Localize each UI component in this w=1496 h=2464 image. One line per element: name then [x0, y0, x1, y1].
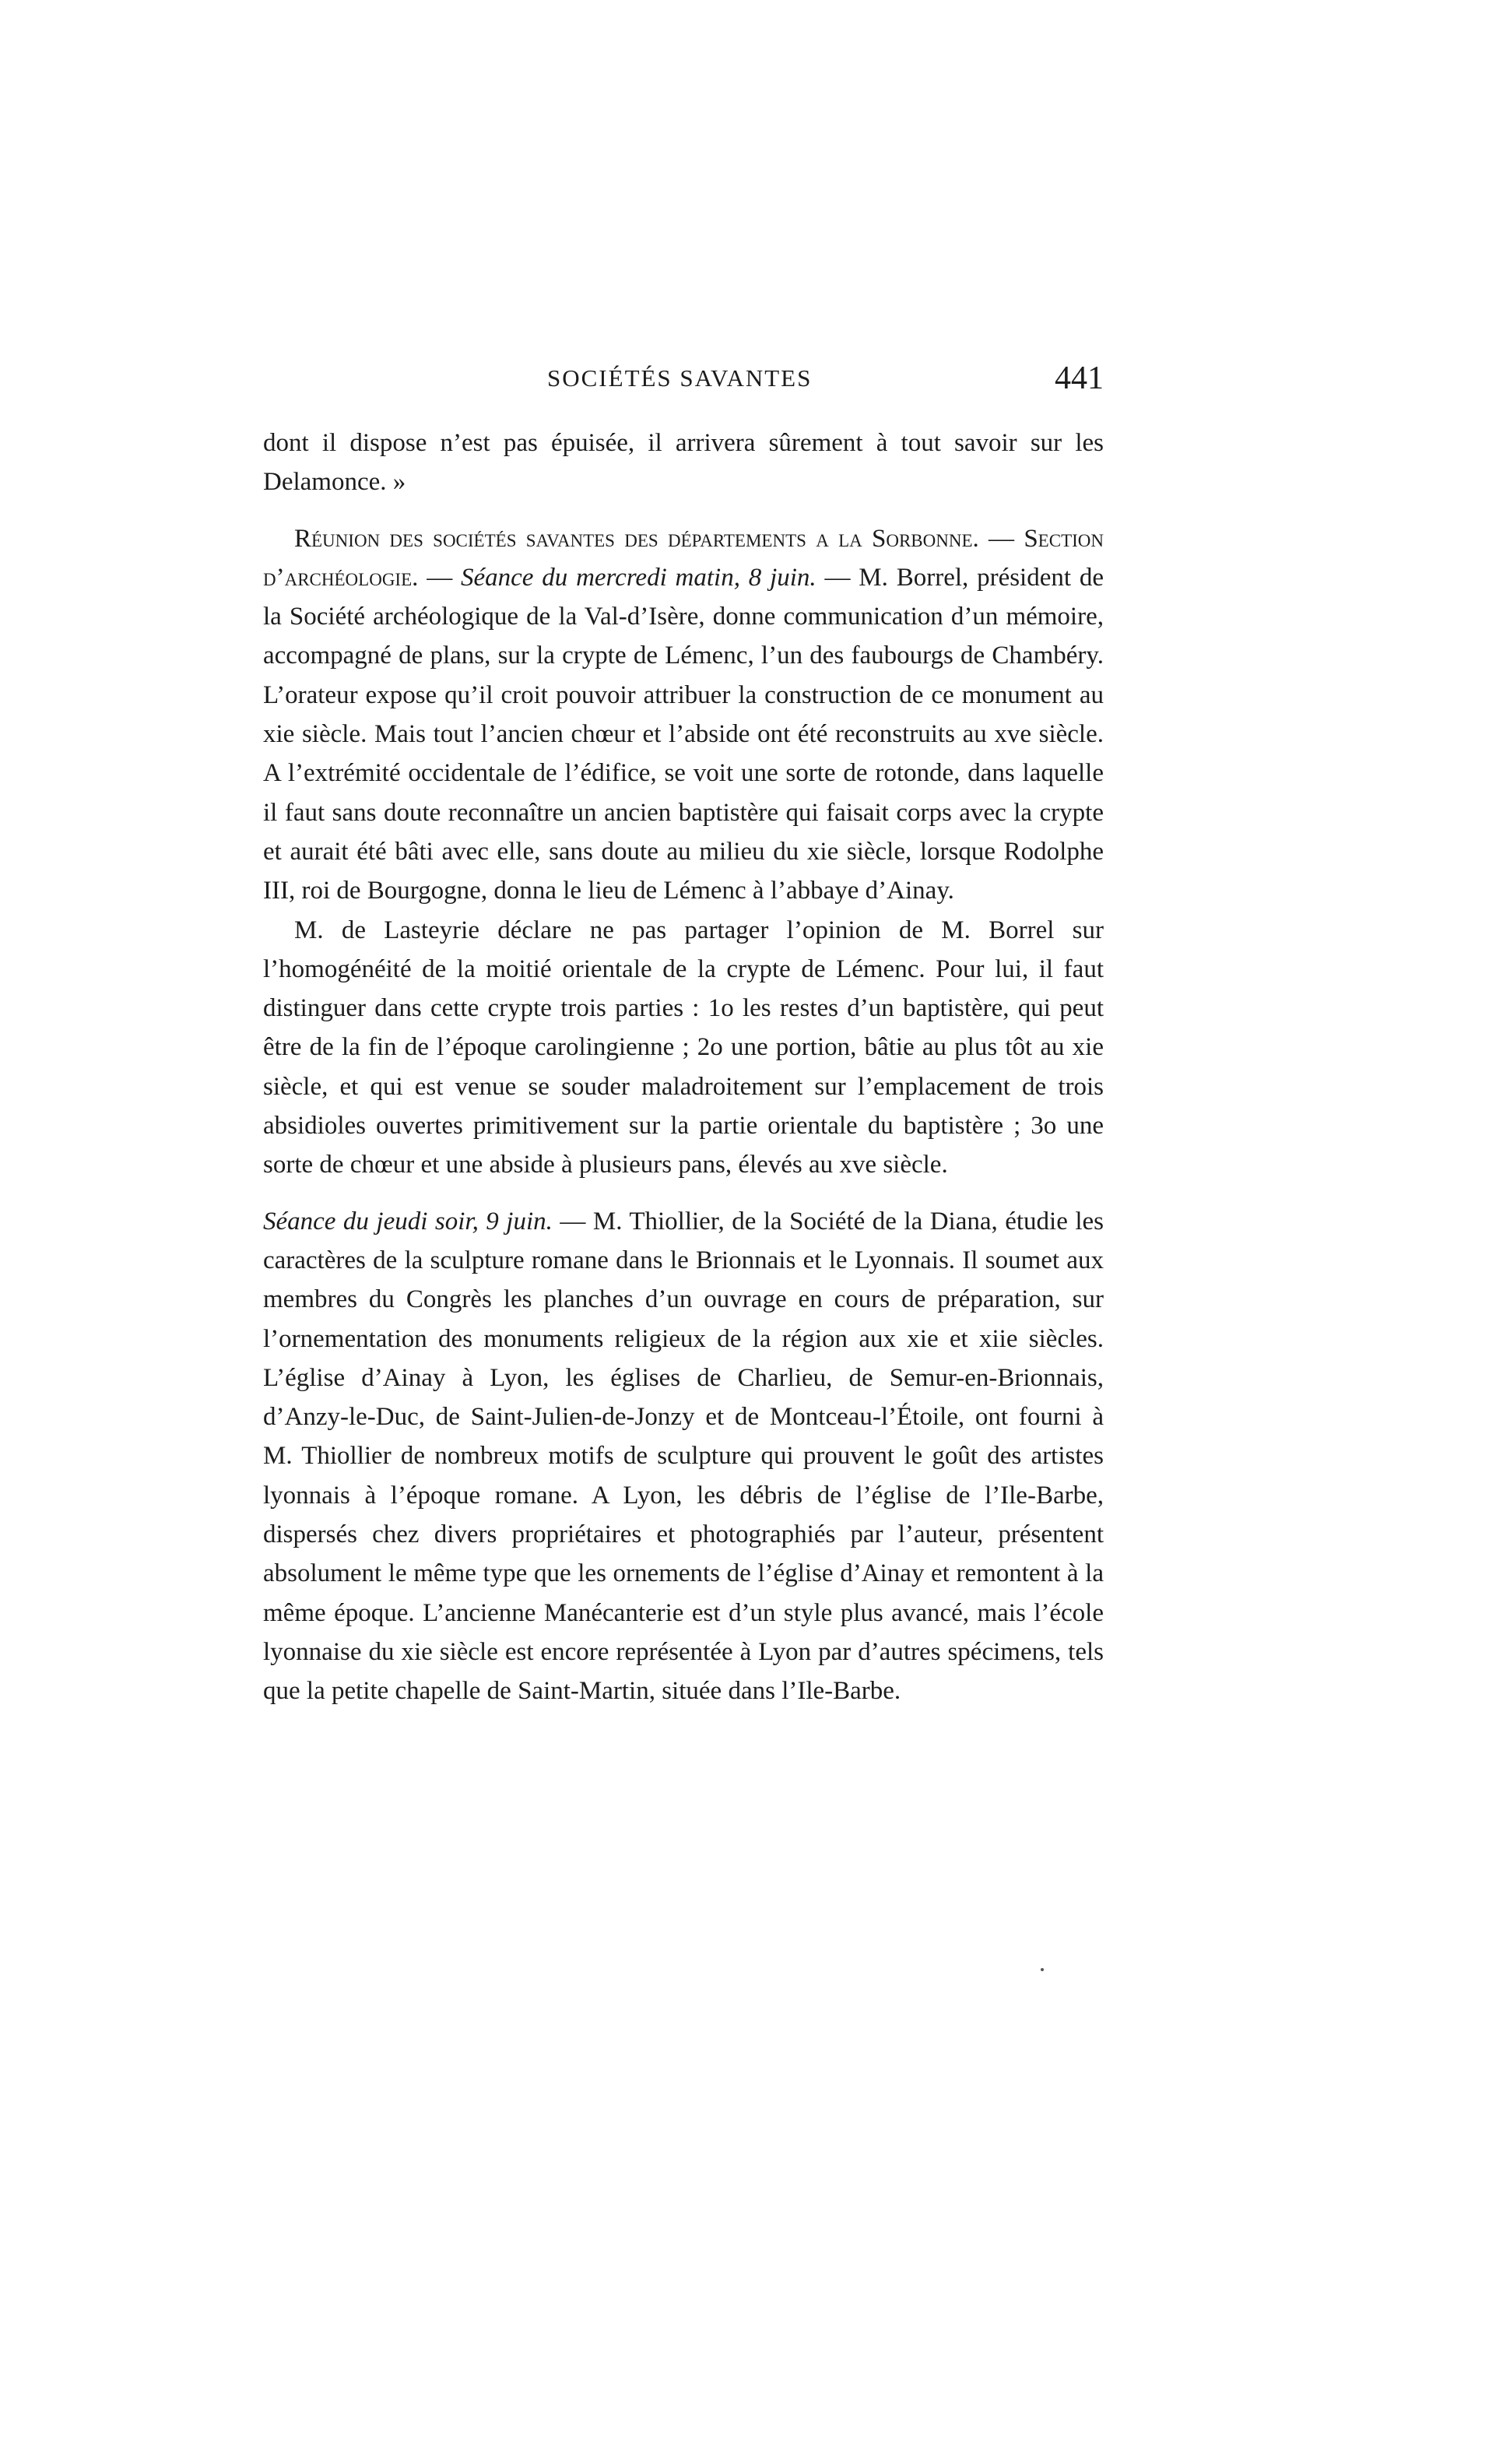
- paragraph-body: — M. Borrel, président de la Société archéologique de la Val-d’Isère, donne communication d’un mémoire, accompagné de plans, sur la crypte de Lémenc, l’un des faubourgs de Chambéry. L’orateur expose qu’il croit pouvoir attribuer la construction de ce monument au xie siècle. Mais tout l’ancien chœur et l’abside ont été reconstruits au xve siècle. A l’extrémité occidentale de l’édifice, se voit une sorte de rotonde, dans laquelle il faut sans doute reconnaître un ancien baptistère qui faisait corps avec la crypte et aurait été bâti avec elle, sans doute au milieu du xie siècle, lorsque Rodolphe III, roi de Bourgogne, donna le lieu de Lémenc à l’abbaye d’Ainay.: [263, 563, 1104, 905]
- session-heading: Séance du mercredi matin, 8 juin.: [452, 563, 816, 592]
- body-text: [263, 424, 1104, 1711]
- print-speck: [1041, 1968, 1044, 1971]
- page-header: [263, 360, 1104, 411]
- paragraph-continuation: dont il dispose n’est pas épuisée, il arrivera sûrement à tout savoir sur les Delamonce. »: [263, 429, 1104, 497]
- paragraph-reunion: [263, 519, 1104, 911]
- section-heading: Réunion des sociétés savantes des départements a la Sorbonne. — Section d’archéologie. —: [263, 524, 1104, 592]
- paragraph-lasteyrie: M. de Lasteyrie déclare ne pas partager l’opinion de M. Borrel sur l’homogénéité de la moitié orientale de la crypte de Lémenc. Pour lui, il faut distinguer dans cette crypte trois parties : 1o les restes d’un baptistère, qui peut être de la fin de l’époque carolingienne ; 2o une portion, bâtie au plus tôt au xie siècle, et qui est venue se souder maladroitement sur l’emplacement de trois absidioles ouvertes primitivement sur la partie orientale du baptistère ; 3o une sorte de chœur et une abside à plusieurs pans, élevés au xve siècle.: [263, 916, 1104, 1179]
- paragraph-body: — M. Thiollier, de la Société de la Diana, étudie les caractères de la sculpture romane dans le Brionnais et le Lyonnais. Il soumet aux membres du Congrès les planches d’un ouvrage en cours de préparation, sur l’ornementation des monuments religieux de la région aux xie et xiie siècles. L’église d’Ainay à Lyon, les églises de Charlieu, de Semur-en-Brionnais, d’Anzy-le-Duc, de Saint-Julien-de-Jonzy et de Montceau-l’Étoile, ont fourni à M. Thiollier de nombreux motifs de sculpture qui prouvent le goût des artistes lyonnais à l’époque romane. A Lyon, les débris de l’église de l’Ile-Barbe, dispersés chez divers propriétaires et photographiés par l’auteur, présentent absolument le même type que les ornements de l’église d’Ainay et remontent à la même époque. L’ancienne Manécanterie est d’un style plus avancé, mais l’école lyonnaise du xie siècle est encore représentée à Lyon par d’autres spécimens, tels que la petite chapelle de Saint-Martin, située dans l’Ile-Barbe.: [263, 1207, 1104, 1706]
- page-number: 441: [1055, 360, 1104, 396]
- running-title: SOCIÉTÉS SAVANTES: [547, 364, 813, 392]
- session-heading: Séance du jeudi soir, 9 juin.: [263, 1207, 553, 1236]
- paragraph-seance-jeudi: [263, 1202, 1104, 1711]
